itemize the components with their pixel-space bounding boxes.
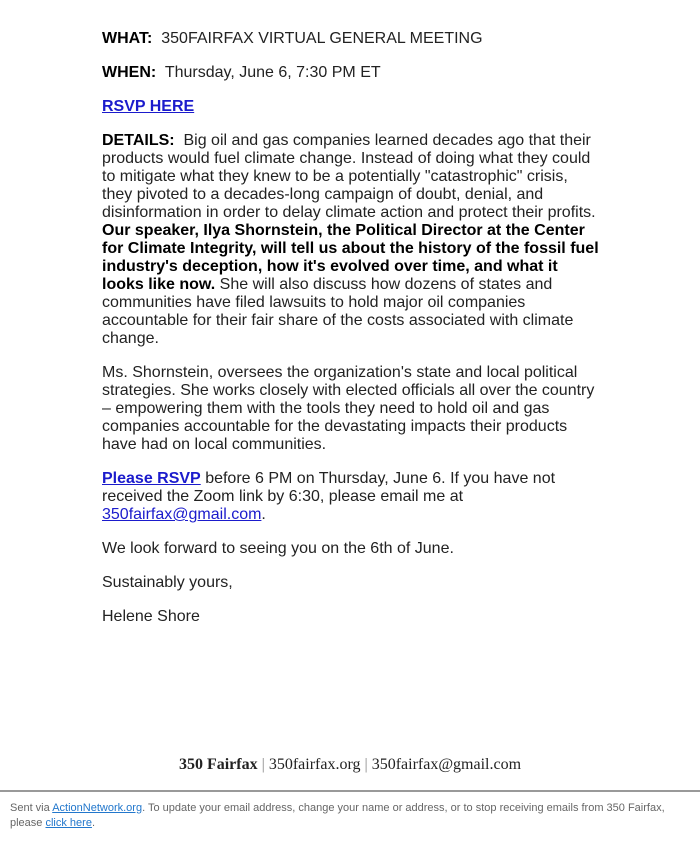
footer-note-end: . [91,817,96,829]
please-rsvp-link[interactable]: Please RSVP [102,470,201,487]
details-paragraph [102,132,602,348]
what-value: 350FAIRFAX VIRTUAL GENERAL MEETING [161,30,483,47]
rsvp-text: before 6 PM on Thursday, June 6. If you have not received the Zoom link by 6:30, please email me at [102,470,556,505]
details-outro: She will also discuss how dozens of states and communities have filed lawsuits to hold major oil companies accountable for their fair share of the costs associated with climate change. [102,276,574,347]
unsubscribe-link[interactable]: click here [45,817,92,829]
details-speaker: Our speaker, Ilya Shornstein, the Political Director at the Center for Climate Integrity, will tell us about the history of the fossil fuel industry's deception, how it's evolved over time, and what it looks like now. [102,222,599,293]
footer-email: 350fairfax@gmail.com [371,756,522,773]
rsvp-end: . [261,506,266,523]
details-intro: Big oil and gas companies learned decades ago that their products would fuel climate change. Instead of doing what they could to mitigate what they knew to be a potentially "catastrophic" crisis, they pivoted to a decades-long campaign of doubt, denial, and disinformation in order to delay climate action and protect their profits. [102,132,596,221]
footer-note-middle: . To update your email address, change your name or address, or to stop receiving emails from 350 Fairfax, please [10,802,665,829]
footer-site: 350fairfax.org [268,756,361,773]
email-link[interactable]: 350fairfax@gmail.com [102,506,262,523]
when-line [102,64,602,82]
rsvp-here-line [102,98,602,116]
footer-separator: | [364,756,368,773]
footer-org-line [0,756,700,774]
footer-note [10,801,680,831]
look-forward-line: We look forward to seeing you on the 6th of June. [102,540,454,557]
when-value: Thursday, June 6, 7:30 PM ET [164,64,381,81]
rsvp-here-link[interactable]: RSVP HERE [102,98,195,115]
details-label: DETAILS: [102,132,175,149]
footer-note-prefix: Sent via [10,802,50,814]
what-label: WHAT: [102,30,153,47]
footer-divider [0,790,700,792]
signature: Helene Shore [102,608,200,625]
bio-paragraph: Ms. Shornstein, oversees the organization's state and local political strategies. She works closely with elected officials all over the country – empowering them with the tools they need to hold oil and gas companies accountable for the devastating impacts their products have had on local communities. [102,364,595,453]
when-label: WHEN: [102,64,157,81]
actionnetwork-link[interactable]: ActionNetwork.org [52,802,143,814]
rsvp-paragraph [102,470,602,524]
closing-line: Sustainably yours, [102,574,233,591]
footer-separator: | [261,756,265,773]
what-line [102,30,602,48]
email-body [102,30,602,642]
footer-org-name: 350 Fairfax [178,756,258,773]
